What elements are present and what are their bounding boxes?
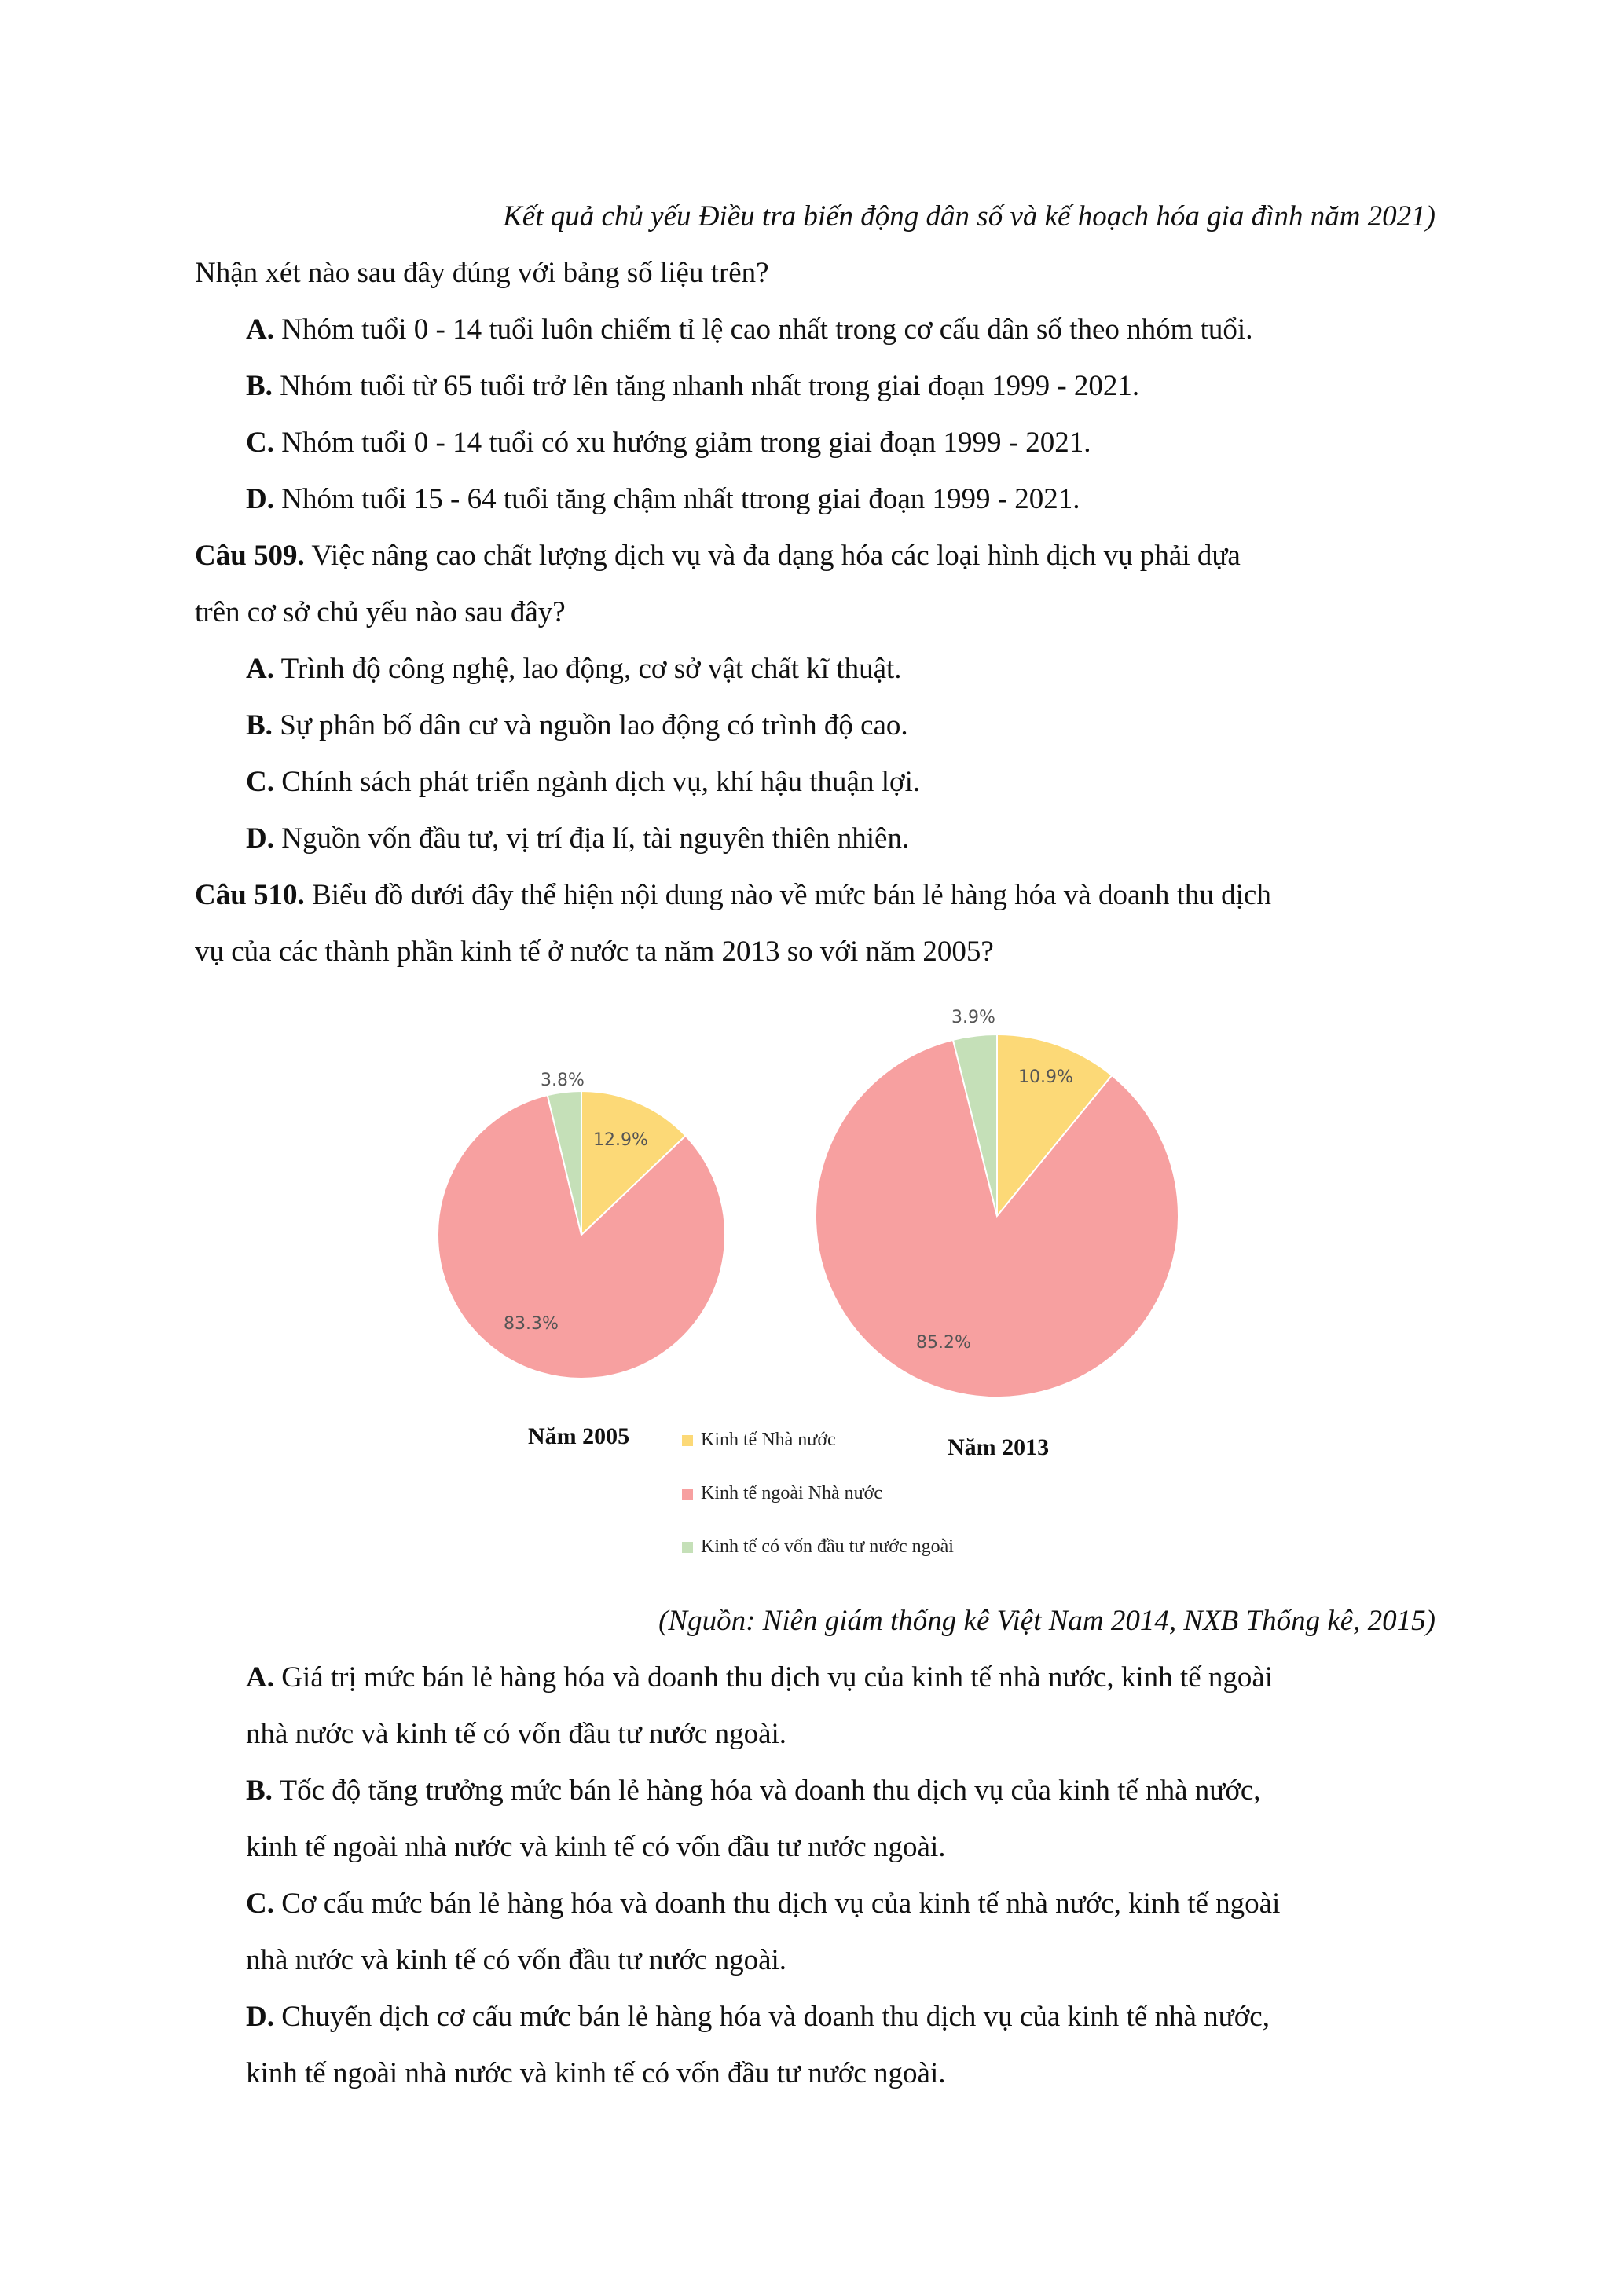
question-label: Câu 510. — [195, 879, 305, 911]
pie-label-2005-state: 12.9% — [593, 1130, 648, 1150]
legend-swatch — [682, 1435, 693, 1446]
pie-title-2013: Năm 2013 — [948, 1434, 1050, 1460]
pie-label-2005-foreign: 3.8% — [541, 1071, 585, 1090]
q510-option-b-cont[interactable]: kinh tế ngoài nhà nước và kinh tế có vốn đầu tư nước ngoài. — [246, 1831, 946, 1863]
option-text: Nhóm tuổi 0 - 14 tuổi có xu hướng giảm trong giai đoạn 1999 - 2021. — [273, 427, 1091, 459]
q510-option-a[interactable] — [246, 1659, 1273, 1697]
legend-item-foreign — [682, 1536, 954, 1558]
option-key: A. — [246, 653, 274, 685]
previous-source-note: Kết quả chủ yếu Điều tra biến động dân số và kế hoạch hóa gia đình năm 2021) — [503, 200, 1435, 233]
pie-title-2005: Năm 2005 — [528, 1423, 630, 1449]
option-text: Nhóm tuổi từ 65 tuổi trở lên tăng nhanh nhất trong giai đoạn 1999 - 2021. — [272, 370, 1140, 402]
option-text: Giá trị mức bán lẻ hàng hóa và doanh thu dịch vụ của kinh tế nhà nước, kinh tế ngoài — [273, 1661, 1274, 1694]
option-text: Trình độ công nghệ, lao động, cơ sở vật chất kĩ thuật. — [273, 653, 902, 685]
legend-label: Kinh tế Nhà nước — [701, 1430, 836, 1450]
q510-stem-cont: vụ của các thành phần kinh tế ở nước ta năm 2013 so với năm 2005? — [195, 936, 994, 968]
legend-swatch — [682, 1542, 693, 1553]
question-label: Câu 509. — [195, 540, 305, 572]
q510-option-d-cont[interactable]: kinh tế ngoài nhà nước và kinh tế có vốn đầu tư nước ngoài. — [246, 2057, 946, 2089]
option-key: A. — [246, 1661, 274, 1694]
option-key: B. — [246, 709, 273, 742]
pie-label-2013-non-state: 85.2% — [916, 1333, 971, 1353]
pie-label-2005-non-state: 83.3% — [504, 1314, 559, 1334]
option-text: Chuyển dịch cơ cấu mức bán lẻ hàng hóa và doanh thu dịch vụ của kinh tế nhà nước, — [273, 2001, 1270, 2033]
option-text: Tốc độ tăng trưởng mức bán lẻ hàng hóa và doanh thu dịch vụ của kinh tế nhà nước, — [272, 1774, 1261, 1807]
option-text: Nguồn vốn đầu tư, vị trí địa lí, tài nguyên thiên nhiên. — [273, 822, 910, 855]
q510-option-c-cont[interactable]: nhà nước và kinh tế có vốn đầu tư nước ngoài. — [246, 1944, 787, 1976]
option-text: Sự phân bố dân cư và nguồn lao động có trình độ cao. — [272, 709, 908, 742]
q510-option-c[interactable] — [246, 1885, 1280, 1923]
option-text: Cơ cấu mức bán lẻ hàng hóa và doanh thu dịch vụ của kinh tế nhà nước, kinh tế ngoài — [273, 1888, 1281, 1920]
option-key: D. — [246, 2001, 274, 2033]
option-key: D. — [246, 483, 274, 515]
question-text: Việc nâng cao chất lượng dịch vụ và đa dạng hóa các loại hình dịch vụ phải dựa — [304, 540, 1241, 572]
option-text: Nhóm tuổi 0 - 14 tuổi luôn chiếm tỉ lệ cao nhất trong cơ cấu dân số theo nhóm tuổi. — [273, 313, 1253, 346]
option-text: Chính sách phát triển ngành dịch vụ, khí hậu thuận lợi. — [273, 766, 921, 798]
option-key: C. — [246, 1888, 274, 1920]
option-key: A. — [246, 313, 274, 346]
option-key: B. — [246, 370, 273, 402]
legend-item-non-state — [682, 1483, 882, 1504]
q510-option-d[interactable] — [246, 1998, 1270, 2036]
pie-label-2013-state: 10.9% — [1018, 1067, 1073, 1087]
q509-stem-cont: trên cơ sở chủ yếu nào sau đây? — [195, 596, 566, 628]
q510-option-a-cont[interactable]: nhà nước và kinh tế có vốn đầu tư nước ngoài. — [246, 1718, 787, 1750]
legend-label: Kinh tế có vốn đầu tư nước ngoài — [701, 1536, 954, 1557]
option-key: D. — [246, 822, 274, 855]
legend-swatch — [682, 1489, 693, 1500]
pie-label-2013-foreign: 3.9% — [951, 1008, 995, 1027]
q510-option-b[interactable] — [246, 1772, 1261, 1810]
q510-source: (Nguồn: Niên giám thống kê Việt Nam 2014, NXB Thống kê, 2015) — [658, 1605, 1435, 1637]
legend-label: Kinh tế ngoài Nhà nước — [701, 1483, 882, 1503]
option-key: B. — [246, 1774, 273, 1807]
legend-item-state — [682, 1430, 836, 1451]
option-key: C. — [246, 766, 274, 798]
question-text: Biểu đồ dưới đây thể hiện nội dung nào về mức bán lẻ hàng hóa và doanh thu dịch — [304, 879, 1271, 911]
q508-stem: Nhận xét nào sau đây đúng với bảng số liệu trên? — [195, 257, 769, 289]
option-text: Nhóm tuổi 15 - 64 tuổi tăng chậm nhất ttrong giai đoạn 1999 - 2021. — [273, 483, 1080, 515]
option-key: C. — [246, 427, 274, 459]
